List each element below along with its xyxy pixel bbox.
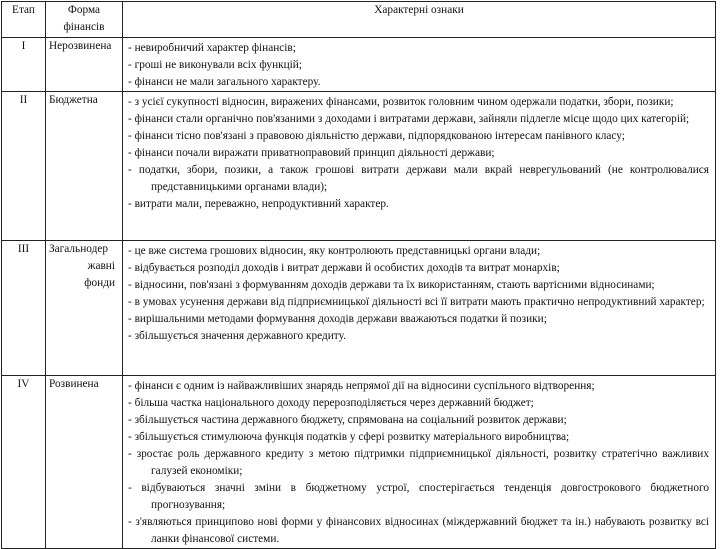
table-row xyxy=(2,241,716,376)
header-features: Характерні ознаки xyxy=(123,2,716,38)
feature-item: - в умовах усунення держави від підприємницької діяльності всі її витрати мають практично непродуктивний характер; xyxy=(128,296,705,308)
feature-item: - відбуваються значні зміни в бюджетному устрої, спостерігається тенденція довгострокового бюджетного прогнозування; xyxy=(128,482,709,511)
feature-item: - податки, збори, позики, а також грошові витрати держави мали вкрай неврегульований (не контролювалися представницькими органами влади); xyxy=(128,164,709,193)
stage-cell: I xyxy=(2,38,46,92)
features-cell xyxy=(123,38,716,92)
table-row xyxy=(2,38,716,92)
stage-cell: III xyxy=(2,241,46,376)
form-cell xyxy=(46,241,123,376)
finance-stages-table xyxy=(1,1,716,549)
feature-item: - витрати мали, переважно, непродуктивний характер. xyxy=(128,198,389,210)
feature-item: - фінанси не мали загального характеру. xyxy=(128,76,321,88)
feature-item: - відбувається розподіл доходів і витрат держави й особистих доходів та витрат монархів; xyxy=(128,262,560,274)
feature-item: - зростає роль державного кредиту з метою підтримки підприємницької діяльності, розвитку стратегічно важливих галузей економіки; xyxy=(128,448,709,477)
form-cell: Бюджетна xyxy=(46,92,123,241)
table-row xyxy=(2,376,716,549)
feature-item: - фінанси тісно пов'язані з правовою діяльністю держави, підпорядкованою інтересам панівного класу; xyxy=(128,130,625,142)
form-cell: Розвинена xyxy=(46,376,123,549)
feature-item: - збільшується стимулююча функція податків у сфері розвитку матеріального виробництва; xyxy=(128,431,570,443)
feature-item: - збільшується значення державного кредиту. xyxy=(128,330,346,342)
feature-item: - це вже система грошових відносин, яку контролюють представницькі органи влади; xyxy=(128,245,541,257)
feature-item: - фінанси почали виражати приватноправовий принцип діяльності держави; xyxy=(128,147,495,159)
feature-item: - вирішальними методами формування доходів держави вважаються податки й позики; xyxy=(128,313,547,325)
feature-item: - невиробничий характер фінансів; xyxy=(128,42,296,54)
stage-cell: II xyxy=(2,92,46,241)
feature-item: - відносини, пов'язані з формуванням доходів держави та їх використанням, стають вартісними відносинами; xyxy=(128,279,655,291)
form-line: жавні xyxy=(87,260,115,272)
feature-item: - фінанси стали органічно пов'язаними з доходами і витратами держави, зайняли підлегле місце щодо цих категорій; xyxy=(128,113,690,125)
table-header-row xyxy=(2,2,716,38)
feature-item: - з усієї сукупності відносин, виражених фінансами, розвиток головним чином одержали податки, збори, позики; xyxy=(128,96,674,108)
header-form: Форма фінансів xyxy=(46,2,123,38)
feature-item: - збільшується частина державного бюджету, спрямована на соціальний розвиток держави; xyxy=(128,414,567,426)
table-row xyxy=(2,92,716,241)
features-cell xyxy=(123,92,716,241)
features-cell xyxy=(123,241,716,376)
form-line: Загальнодер xyxy=(49,243,108,255)
feature-item: - фінанси є одним із найважливіших знарядь непрямої дії на відносини суспільного відтворення; xyxy=(128,380,595,392)
feature-item: - з'являються принципово нові форми у фінансових відносинах (міждержавний бюджет та ін.) набувають розвитку всі ланки фінансової системи. xyxy=(128,516,709,545)
header-stage: Етап xyxy=(2,2,46,38)
feature-item: - більша частка національного доходу перерозподіляється через державний бюджет; xyxy=(128,397,534,409)
form-cell: Нерозвинена xyxy=(46,38,123,92)
stage-cell: IV xyxy=(2,376,46,549)
feature-item: - гроші не виконували всіх функцій; xyxy=(128,59,302,71)
form-line: фонди xyxy=(84,277,115,289)
features-cell xyxy=(123,376,716,549)
